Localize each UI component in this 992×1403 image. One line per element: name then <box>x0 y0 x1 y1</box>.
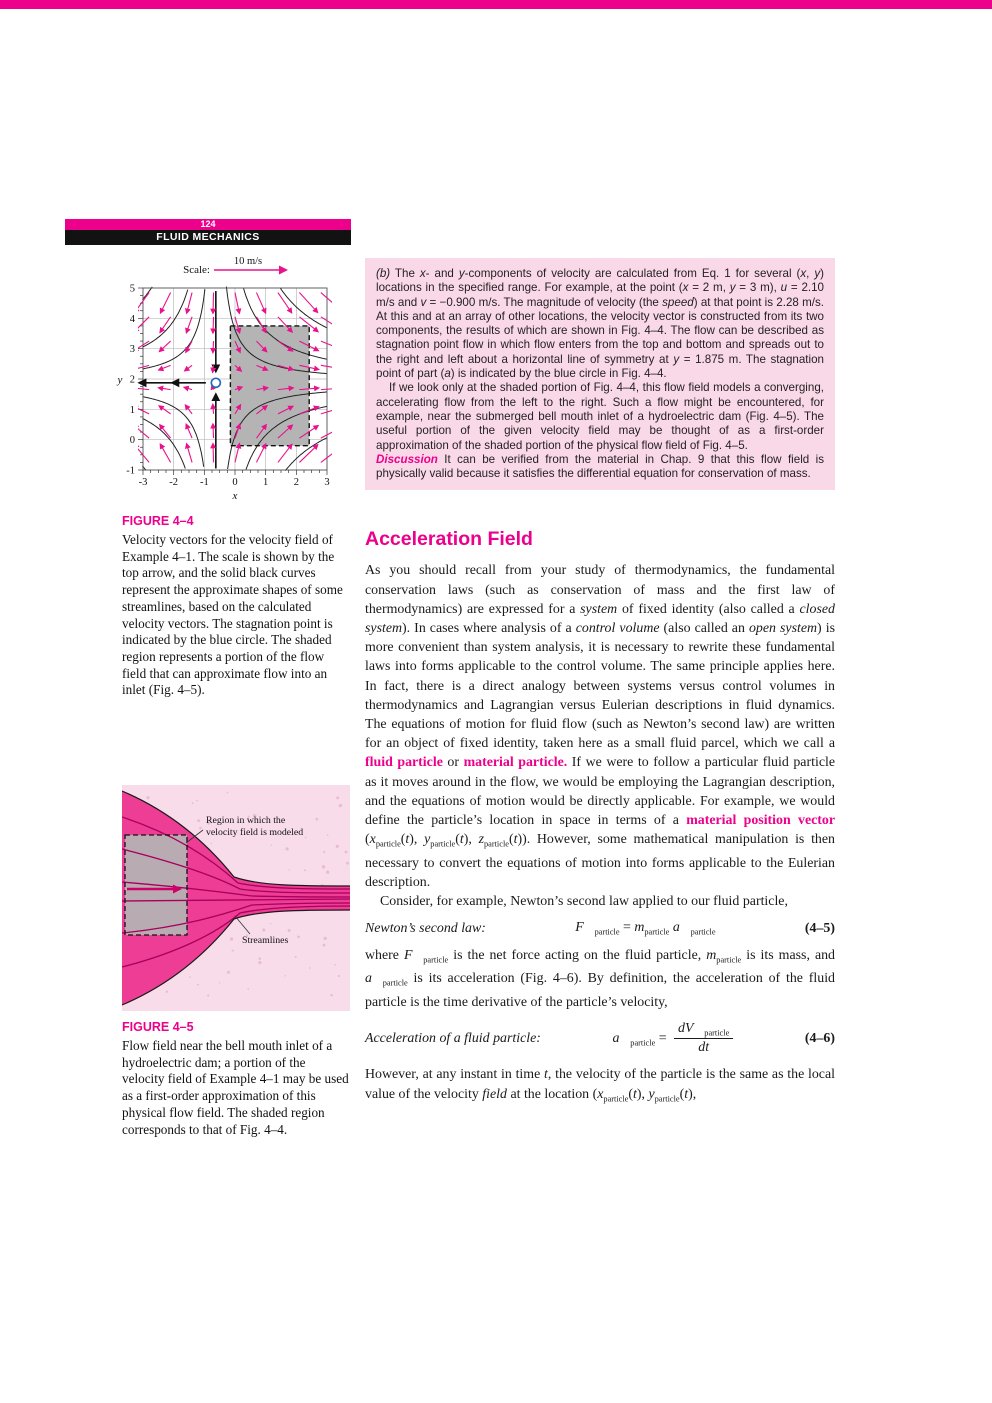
svg-text:1: 1 <box>263 477 269 488</box>
svg-text:10 m/s: 10 m/s <box>233 256 263 267</box>
svg-text:3: 3 <box>324 477 330 488</box>
equation-4-6 <box>365 1021 835 1056</box>
equation-4-5-number: (4–5) <box>804 920 835 936</box>
equation-4-6-lhs: $a⃗_{particle}$ = <box>612 1030 671 1048</box>
svg-text:5: 5 <box>129 283 135 295</box>
equation-4-5 <box>365 920 835 936</box>
svg-text:4: 4 <box>129 313 135 325</box>
svg-text:-2: -2 <box>169 477 179 488</box>
equation-4-6-numerator: $dV⃗_{particle}$ <box>674 1021 733 1039</box>
figure-4-5-caption-text: Flow field near the bell mouth inlet of a hydroelectric dam; a portion of the velocity field of Example 4–1 may be used as a first-order approximation of this physical flow field. The shaded region corresponds to that of Fig. 4–4. <box>122 1038 349 1137</box>
figure-4-4-caption-text: Velocity vectors for the velocity field of Example 4–1. The scale is shown by the top arrow, and the solid black curves represent the approximate shapes of some streamlines, based on the calculated velocity vectors. The stagnation point is indicated by the blue circle. The shaded region represents a portion of the flow field that can approximate flow into an inlet (Fig. 4–5). <box>122 532 343 698</box>
svg-text:2: 2 <box>293 477 299 488</box>
figure-4-4-label: FIGURE 4–4 <box>122 514 194 528</box>
equation-4-6-number: (4–6) <box>804 1030 835 1046</box>
svg-text:x: x <box>232 490 238 502</box>
svg-text:3: 3 <box>129 344 135 356</box>
body-paragraph-3: where $F⃗_{particle}$ is the net force acting on the fluid particle, $m_{particle}$ is its mass, and $a⃗_{particle}$ is its acceleration (Fig. 4–6). By definition, the acceleration of the fluid particle is the time derivative of the particle’s velocity, <box>365 947 835 1010</box>
svg-text:-3: -3 <box>138 477 148 488</box>
figure-4-5-label: FIGURE 4–5 <box>122 1020 194 1034</box>
body-paragraph-1: As you should recall from your study of thermodynamics, the fundamental conservation laws (such as conservation of mass and the first law of thermodynamics) are expressed for a system of fixed identity (also called a closed system). In cases where analysis of a control volume (also called an open system) is more convenient than system analysis, it is necessary to rewrite these fundamental laws into forms applicable to the control volume. The same principle applies here. In fact, there is a direct analogy between systems versus control volumes in thermodynamics and Lagrangian versus Eulerian descriptions in fluid dynamics. The equations of motion for fluid flow (such as Newton’s second law) are written for an object of fixed identity, taken here as a small fluid parcel, which we call a fluid particle or material particle. If we were to follow a particular fluid particle as it moves around in the flow, we would be employing the Lagrangian description, and the equations of motion would be directly applicable. For example, we would define the particle’s location in space in terms of a material position vector ($x_{particle}(t)$, $y_{particle}(t)$, $z_{particle}(t)$). However, some mathematical manipulation is then necessary to convert the equations of motion into forms applicable to the Eulerian description. <box>365 563 836 891</box>
svg-text:Scale:: Scale: <box>183 264 210 276</box>
header-title: FLUID MECHANICS <box>65 230 351 245</box>
main-column <box>365 258 835 1108</box>
svg-text:0: 0 <box>232 477 238 488</box>
svg-text:Streamlines: Streamlines <box>242 935 289 946</box>
svg-text:0: 0 <box>129 435 135 447</box>
figure-4-5-caption <box>122 1020 350 1138</box>
figure-4-5-svg <box>122 785 350 1011</box>
top-accent-bar <box>0 0 992 9</box>
figure-4-4-caption <box>122 514 350 699</box>
svg-text:y: y <box>117 374 123 386</box>
svg-text:Region in which the: Region in which the <box>206 815 286 826</box>
page-number: 124 <box>65 219 351 230</box>
example-discussion: Discussion It can be verified from the material in Chap. 9 that this flow field is physically valid because it satisfies the differential equation for conservation of mass. <box>376 452 824 481</box>
svg-text:velocity field is modeled: velocity field is modeled <box>206 827 304 838</box>
figure-4-4-velocity-vector-plot <box>114 254 354 504</box>
svg-text:-1: -1 <box>199 477 209 488</box>
body-paragraph-4: However, at any instant in time t, the velocity of the particle is the same as the local value of the velocity field at the location ($x_{particle}(t)$, $y_{particle}(t)$, <box>365 1067 835 1103</box>
equation-4-6-fraction <box>674 1021 733 1056</box>
figure-4-4-svg <box>114 254 354 504</box>
page-header <box>65 219 351 245</box>
equation-4-5-label: Newton’s second law: <box>365 920 486 936</box>
svg-text:1: 1 <box>129 404 135 416</box>
example-paragraph-b: (b) The x- and y-components of velocity are calculated from Eq. 1 for several (x, y) locations in the specified range. For example, at the point (x = 2 m, y = 3 m), u = 2.10 m/s and v = −0.900 m/s. The magnitude of velocity (the speed) at that point is 2.28 m/s. At this and at an array of other locations, the velocity vector is constructed from its two components, the results of which are shown in Fig. 4–4. The flow can be described as stagnation point flow in which flow enters from the top and bottom and spreads out to the right and left about a horizontal line of symmetry at y = 1.875 m. The stagnation point of part (a) is indicated by the blue circle in Fig. 4–4. <box>376 267 825 381</box>
figure-4-5-flow-illustration <box>122 785 350 1011</box>
example-solution-box <box>365 258 835 490</box>
svg-text:2: 2 <box>129 374 135 386</box>
section-heading: Acceleration Field <box>365 528 533 551</box>
equation-4-6-expression <box>541 1021 805 1056</box>
equation-4-6-label: Acceleration of a fluid particle: <box>365 1030 541 1046</box>
body-paragraph-2: Consider, for example, Newton’s second law applied to our fluid particle, <box>380 894 788 910</box>
equation-4-6-denominator: dt <box>698 1040 710 1056</box>
equation-4-5-expression: $F⃗_{particle} = m_{particle}$ $a⃗_{particle}$ <box>575 920 716 937</box>
svg-text:-1: -1 <box>126 465 135 477</box>
example-paragraph-2: If we look only at the shaded portion of Fig. 4–4, this flow field models a converging, accelerating flow from the left to the right. Such a flow might be encountered, for example, near the submerged bell mouth inlet of a hydroelectric dam (Fig. 4–5). The useful portion of the given velocity field may be thought of as a first-order approximation of the shaded portion of the physical flow field of Fig. 4–5. <box>376 381 824 452</box>
